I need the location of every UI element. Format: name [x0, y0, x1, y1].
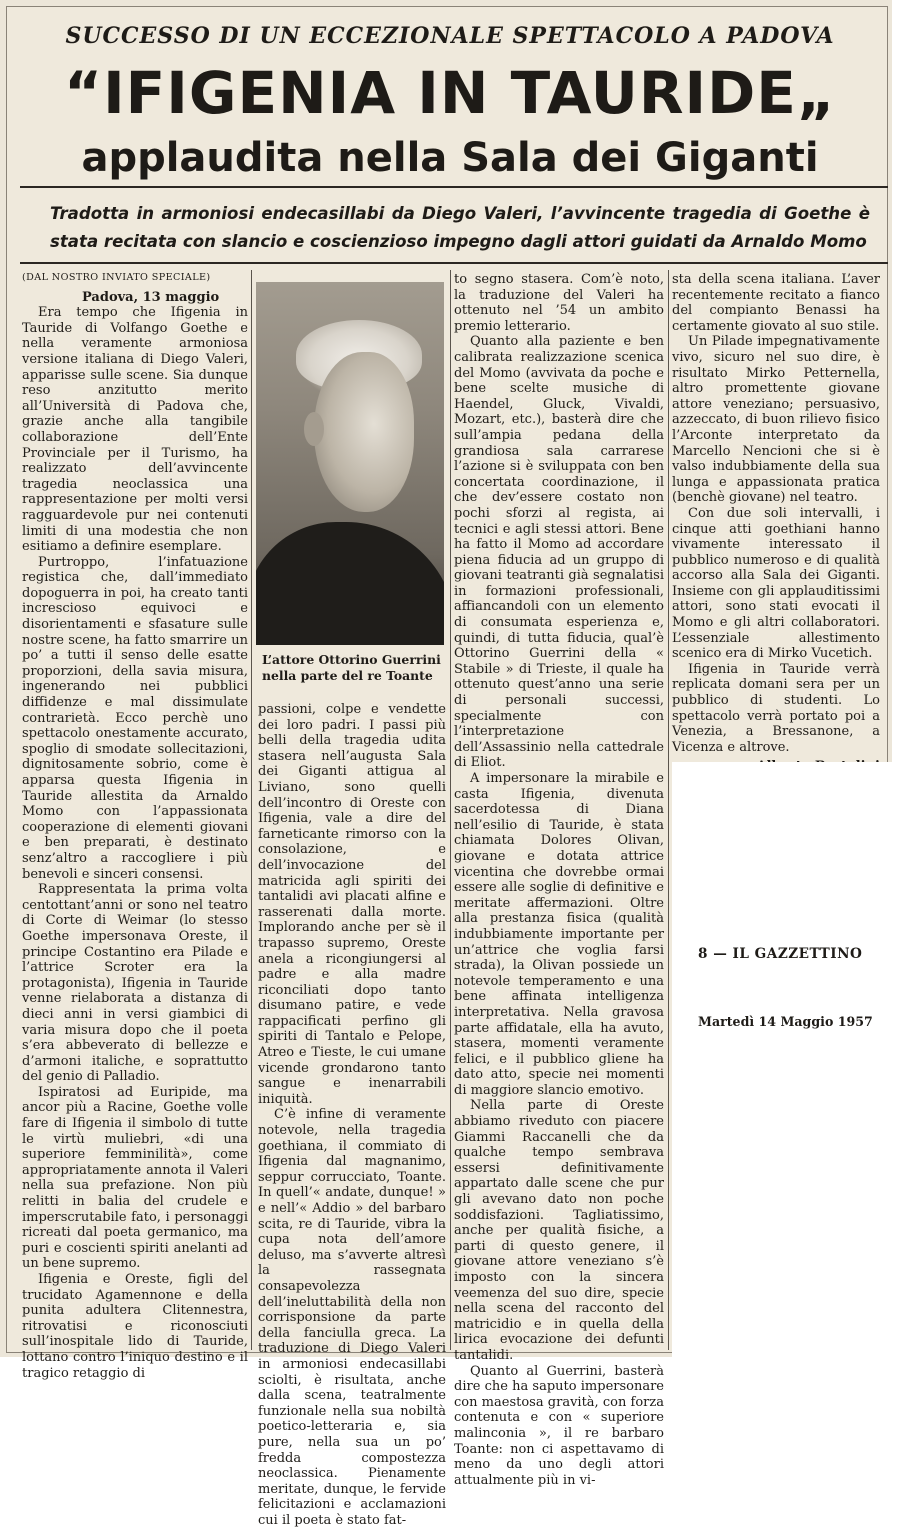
paragraph: C’è infine di veramente notevole, nella tragedia goethiana, il commiato di Ifigenia dal magnanimo, seppur corrucciato, Toante. In quell’« andate, dunque! » e nell’« Addio » del barbaro scita, re di Tauride, vibra la cupa nota dell’amore deluso, ma s’avverte altresì la rassegnata consapevolezza dell’ineluttabilità della non corrisponsione da parte della fanciulla greca. La traduzione di Diego Valeri in armoniosi endecasillabi sciolti, è risultata, anche dalla scena, teatralmente funzionale nella sua nobiltà poetico-letteraria e, sia pure, nella sua un po’ fredda compostezza neoclassica. Pienamente meritate, dunque, le fervide felicitazioni e acclamazioni cui il poeta è stato fat- — [258, 1107, 446, 1528]
newspaper-masthead: 8 — IL GAZZETTINO — [698, 946, 863, 962]
headline: “IFIGENIA IN TAURIDE„ — [63, 59, 837, 127]
kicker: SUCCESSO DI UN ECCEZIONALE SPETTACOLO A PADOVA — [65, 23, 835, 49]
actor-photo — [256, 282, 444, 645]
paragraph: Ifigenia e Oreste, figli del trucidato Agamennone e della punita adultera Clitennestra, ritrovatisi e riconosciuti sull’inospitale lido di Tauride, lottano contro l’iniquo destino e il tragico retaggio di — [22, 1272, 248, 1381]
paragraph: A impersonare la mirabile e casta Ifigenia, divenuta sacerdotessa di Diana nell’esilio di Tauride, è stata chiamata Dolores Olivan, giovane e dotata attrice vicentina che dovrebbe ormai essere alle soglie di definitive e meritate affermazioni. Oltre alla prestanza fisica (qualità indubbiamente importante per un’attrice che voglia farsi strada), la Olivan possiede un notevole temperamento e una bene affinata intelligenza interpretativa. Nella gravosa parte affidatale, ella ha avuto, stasera, momenti veramente felici, e il pubblico gliene ha dato atto, specie nei momenti di maggiore slancio emotivo. — [454, 771, 664, 1098]
article-column-2 — [258, 702, 446, 1528]
paragraph: Con due soli intervalli, i cinque atti goethiani hanno vivamente interessato il pubblico numeroso e di qualità accorso alla Sala dei Giganti. Insieme con gli applauditissimi attori, sono stati evocati il Momo e gli altri collaboratori. L’essenziale allestimento scenico era di Mirko Vucetich. — [672, 505, 880, 662]
photo-ear — [304, 412, 324, 446]
article-column-1 — [22, 270, 248, 1381]
photo-face — [314, 352, 414, 512]
column-divider — [668, 270, 669, 1350]
paragraph: Era tempo che Ifigenia in Tauride di Volfango Goethe e nella veramente armoniosa versione italiana di Diego Valeri, apparisse sulle scene. Sia dunque reso anzitutto merito all’Università di Padova che, grazie anche alla tangibile collaborazione dell’Ente Provinciale per il Turismo, ha realizzato dell’avvincente tragedia neoclassica una rappresentazione per molti versi ragguardevole pur nei contenuti limiti di una modestia che non esitiamo a definire esemplare. — [22, 305, 248, 555]
paragraph: Nella parte di Oreste abbiamo riveduto con piacere Giammi Raccanelli che da qualche tempo sembrava essersi definitivamente appartato dalle scene che pur gli avevano dato non poche soddisfazioni. Tagliatissimo, anche per qualità fisiche, a parti di questo genere, il giovane attore veneziano s’è imposto con la sincera veemenza del suo dire, specie nella scena del racconto del matricidio e in quella della lirica evocazione dei defunti tantalidi. — [454, 1098, 664, 1363]
paragraph: passioni, colpe e vendette dei loro padri. I passi più belli della tragedia udita stasera nell’augusta Sala dei Giganti attigua al Liviano, sono quelli dell’incontro di Oreste con Ifigenia, vale a dire del farneticante rimorso con la consolazione, e dell’invocazione del matricida agli spiriti dei tantalidi avi placati alfine e rasserenati dalla morte. Implorando anche per sè il trapasso supremo, Oreste anela a ricongiungersi al padre e alla madre riconciliati dopo tanto disumano patire, e vede rappacificati perfino gli spiriti di Tantalo e Pelope, Atreo e Tieste, le cui umane vicende grondarono tanto sangue e inenarrabili iniquità. — [258, 702, 446, 1107]
summary-divider — [20, 262, 888, 264]
paragraph: Un Pilade impegnativamente vivo, sicuro nel suo dire, è risultato Mirko Petternella, altro promettente giovane attore veneziano; persuasivo, azzeccato, di buon rilievo fisico l’Arconte interpretato da Marcello Nencioni che si è valso indubbiamente della sua lunga e appassionata pratica (benchè giovane) nel teatro. — [672, 334, 880, 506]
article-column-3 — [454, 272, 664, 1488]
article-summary: Tradotta in armoniosi endecasillabi da Diego Valeri, l’avvincente tragedia di Goethe è stata recitata con slancio e coscienzioso impegno dagli attori guidati da Arnaldo Momo — [50, 204, 870, 251]
paragraph: Ispiratosi ad Euripide, ma ancor più a Racine, Goethe volle fare di Ifigenia il simbolo di tutte le virtù muliebri, «di una superiore femminilità», come appropriatamente annota il Valeri nella sua prefazione. Non più relitti in balia del crudele e imperscrutabile fato, i personaggi ricreati dal poeta germanico, ma puri e coscienti spiriti anelanti ad un bene supremo. — [22, 1084, 248, 1272]
paragraph: Ifigenia in Tauride verrà replicata domani sera per un pubblico di studenti. Lo spettacolo verrà portato poi a Venezia, a Bressanone, a Vicenza e altrove. — [672, 661, 880, 755]
paragraph: sta della scena italiana. L’aver recentemente recitato a fianco del compianto Benassi ha certamente giovato al suo stile. — [672, 272, 880, 334]
blank-margin — [672, 762, 900, 1357]
paragraph: Rappresentata la prima volta centottant’anni or sono nel teatro di Corte di Weimar (lo stesso Goethe impersonava Oreste, il principe Costantino era Pilade e l’attrice Scroter era la protagonista), Ifigenia in Tauride venne rielaborata a distanza di dieci anni in versi giambici di varia misura dopo che il poeta s’era abbeverato di bellezze e d’armoni italiche, e soprattutto del genio di Palladio. — [22, 882, 248, 1085]
paragraph: Quanto al Guerrini, basterà dire che ha saputo impersonare con maestosa gravità, con forza contenuta e con « superiore malinconia », il re barbaro Toante: non ci aspettavamo di meno da uno degli attori attualmente più in vi- — [454, 1363, 664, 1488]
dateline: Padova, 13 maggio — [82, 289, 220, 305]
photo-caption: L’attore Ottorino Guerrini nella parte del re Toante — [262, 652, 441, 683]
article-column-4 — [672, 272, 880, 775]
top-divider — [20, 186, 888, 188]
column-divider — [251, 270, 252, 1350]
photo-shoulder — [256, 522, 444, 645]
paragraph: Purtroppo, l’infatuazione registica che, dall’immediato dopoguerra in poi, ha creato tanti increscioso equivoci e disorientamenti e sfasature sulle nostre scene, ha fatto smarrire un po’ a tutti il senso delle esatte proporzioni, della savia misura, ingenerando nei pubblici diffidenze e mal dissimulate contrarietà. Ecco perchè uno spettacolo onestamente accurato, spoglio di smodate sollecitazioni, dignitosamente sobrio, come è apparsa questa Ifigenia in Tauride allestita da Arnaldo Momo con l’appassionata cooperazione di elementi giovani e ben preparati, è destinato senz’altro a raccogliere i più benevoli e sinceri consensi. — [22, 554, 248, 882]
publication-date: Martedì 14 Maggio 1957 — [698, 1014, 873, 1029]
column-divider — [450, 270, 451, 1350]
paragraph: Quanto alla paziente e ben calibrata realizzazione scenica del Momo (avvivata da poche e bene scelte musiche di Haendel, Gluck, Vivaldi, Mozart, etc.), basterà dire che sull’ampia pedana della grandiosa sala carrarese l’azione si è sviluppata con ben concertata coordinazione, il che dev’essere costato non pochi sforzi al regista, ai tecnici e agli stessi attori. Bene ha fatto il Momo ad accordare piena fiducia ad un gruppo di giovani teatranti già segnalatisi in formazioni professionali, affiancandoli con un elemento di consumata esperienza e, quindi, di tutta fiducia, qual’è Ottorino Guerrini della « Stabile » di Trieste, il quale ha ottenuto quest’anno una serie di personali successi, specialmente con l’interpretazione dell’Assassinio nella cattedrale di Eliot. — [454, 334, 664, 771]
subheadline: applaudita nella Sala dei Giganti — [81, 135, 819, 181]
paragraph: to segno stasera. Com’è noto, la traduzione del Valeri ha ottenuto nel ’54 un ambito premio letterario. — [454, 272, 664, 334]
byline-tag: (DAL NOSTRO INVIATO SPECIALE) — [22, 272, 211, 283]
